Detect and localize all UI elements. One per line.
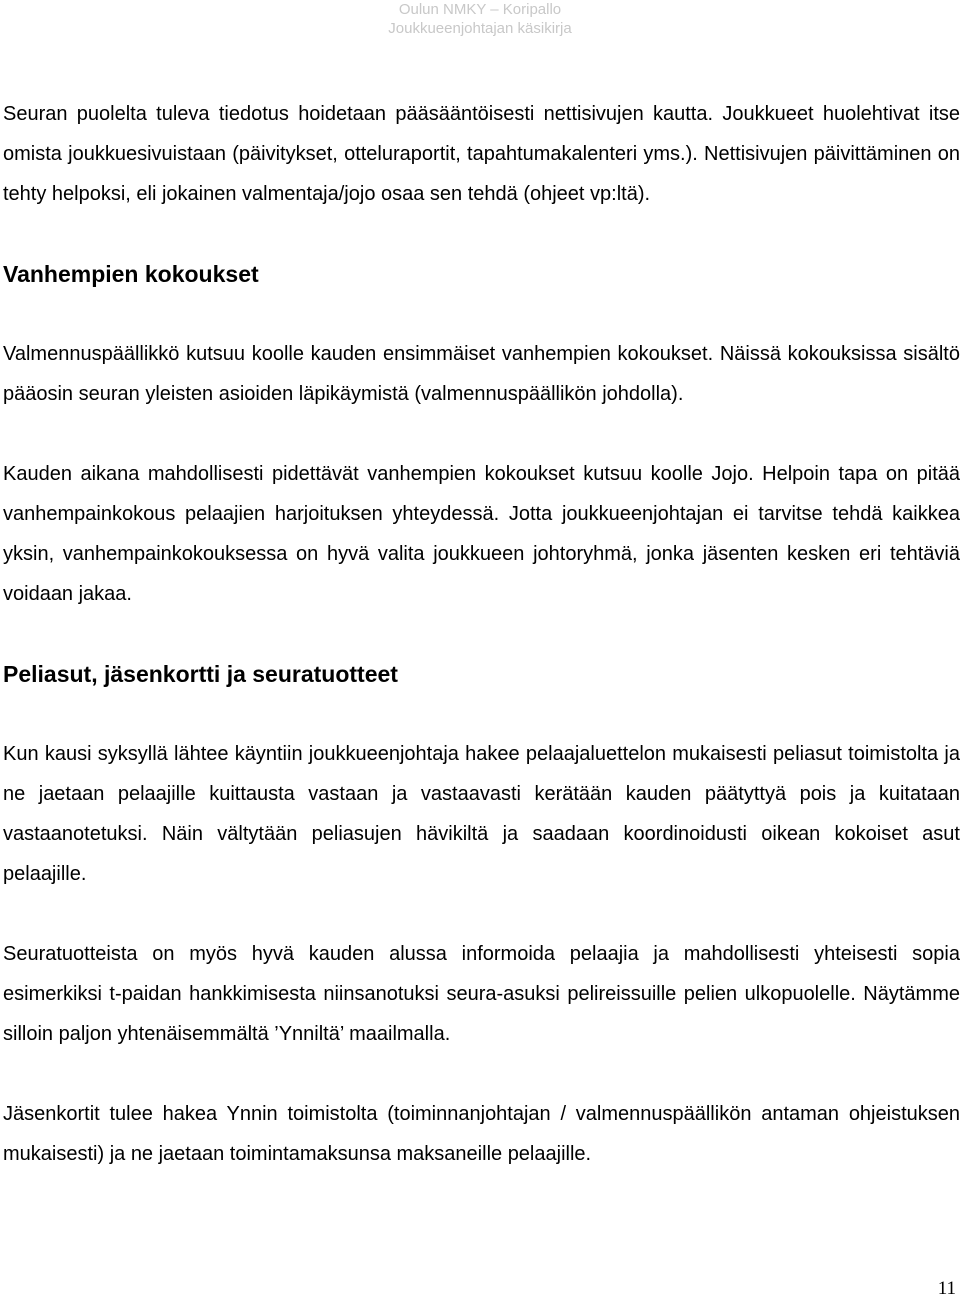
section-heading-uniforms: Peliasut, jäsenkortti ja seuratuotteet [3,661,398,687]
spacer [3,414,960,454]
document-body [3,94,960,1174]
paragraph: Kauden aikana mahdollisesti pidettävät vanhempien kokoukset kutsuu koolle Jojo. Helpoin tapa on pitää vanhempainkokous pelaajien harjoituksen yhteydessä. Jotta joukkueenjohtajan ei tarvitse tehdä kaikkea yksin, vanhempainkokouksessa on hyvä valita joukkueen johtoryhmä, jonka jäsenten kesken eri tehtäviä voidaan jakaa. [3,463,960,605]
spacer [3,614,960,654]
header-document-title: Joukkueenjohtajan käsikirja [388,20,572,37]
intro-paragraph: Seuran puolelta tuleva tiedotus hoidetaan pääsääntöisesti nettisivujen kautta. Joukkueet huolehtivat itse omista joukkuesivuistaan (päivitykset, otteluraportit, tapahtumakalenteri yms.). Nettisivujen päivittäminen on tehty helpoksi, eli jokainen valmentaja/jojo osaa sen tehdä (ohjeet vp:ltä). [3,103,960,205]
spacer [3,294,960,334]
header-organization: Oulun NMKY – Koripallo [398,1,562,18]
paragraph: Seuratuotteista on myös hyvä kauden alussa informoida pelaajia ja mahdollisesti yhteisesti sopia esimerkiksi t-paidan hankkimisesta niinsanotuksi seura-asuksi pelireissuille pelien ulkopuolelle. Näytämme silloin paljon yhtenäisemmältä ’Ynniltä’ maailmalla. [3,943,960,1045]
paragraph: Valmennuspäällikkö kutsuu koolle kauden ensimmäiset vanhempien kokoukset. Näissä kokouksissa sisältö pääosin seuran yleisten asioiden läpikäymistä (valmennuspäällikön johdolla). [3,343,960,405]
spacer [3,1054,960,1094]
paragraph: Jäsenkortit tulee hakea Ynnin toimistolta (toiminnanjohtajan / valmennuspäällikön antaman ohjeistuksen mukaisesti) ja ne jaetaan toimintamaksunsa maksaneille pelaajille. [3,1103,960,1165]
paragraph: Kun kausi syksyllä lähtee käyntiin joukkueenjohtaja hakee pelaajaluettelon mukaisesti peliasut toimistolta ja ne jaetaan pelaajille kuittausta vastaan ja vastaavasti kerätään kauden päätyttyä pois ja kuitataan vastaanotetuksi. Näin vältytään peliasujen hävikiltä ja saadaan koordinoidusti oikean kokoiset asut pelaajille. [3,743,960,885]
spacer [3,694,960,734]
spacer [3,894,960,934]
spacer [3,214,960,254]
section-heading-parents-meetings: Vanhempien kokoukset [3,261,259,287]
page-header [0,0,960,38]
page-number: 11 [937,1278,956,1299]
